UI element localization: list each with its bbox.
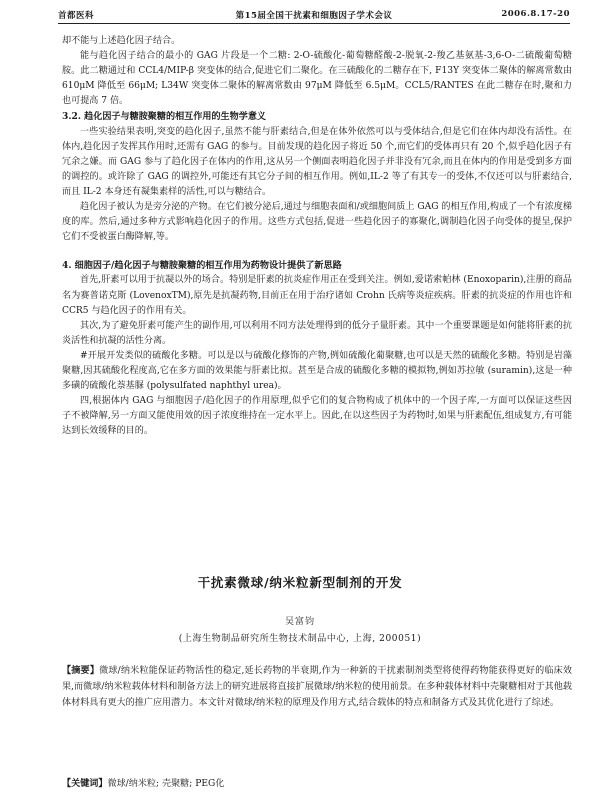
article-title: 干扰素微球/纳米粒新型制剂的开发 [197,575,403,590]
abstract-label: 【摘要】 [62,665,100,676]
paragraph-dimer: 能与趋化因子结合的最小的 GAG 片段是一个二糖: 2-O-硫酸化-葡萄糖醛酸-2-脱氧-2-羧乙基氨基-3,6-O-二硫酸葡萄糖胺。此二糖通过和 CCL4/MIP-β 突变体的结合,促进它们二聚化。在三硫酸化的二糖存在下, F13Y 突变体二聚体的解离常数由 610μM 降低至 66μM; L34W 突变体二聚体的解离常数由 97μM 降低至 6.5μM。CCL5/RANTES 在此二糖存在时,聚和力也可提高 7 倍。 [62,51,572,107]
paragraph-carryover: 却不能与上述趋化因子结合。 [62,36,181,46]
header-date: 2006.8.17-20 [501,9,570,19]
article-author: 吴富钧 [284,617,315,627]
paragraph-paracrine: 趋化因子被认为是旁分泌的产物。在它们被分泌后,通过与细胞表面和/或细胞间质上 GAG 的相互作用,构成了一个有浓度梯度的库。然后,通过多种方式影响趋化因子的作用。这些方式包括,促进一些趋化因子的寡聚化,调制趋化因子向受体的提呈,保护它们不受被蛋白酶降解,等。 [62,202,572,243]
keywords-text: 微球/纳米粒; 壳聚糖; PEG化 [107,779,225,789]
body-text [62,34,572,439]
paragraph-sulfated-polysaccharides: #开展开发类似的硫酸化多糖。可以是以与硫酸化修饰的产物,例如硫酸化葡聚糖,也可以是天然的硫酸化多糖。特别是岩藻聚糖,因其硫酸化程度高,它在多方面的效果能与肝素比拟。甚至是合成的硫酸化多糖的模拟物,例如苏拉敏 (suramin),这是一种多磺的硫酸化萘基脲 (polysulfated naphthyl urea)。 [62,350,572,392]
abstract-text: 微球/纳米粒能保证药物活性的稳定,延长药物的半衰期,作为一种新的干扰素制剂类型将使得药物能获得更好的临床效果,而微球/纳米粒载体材料和制备方法上的研究进展将直接扩展微球/纳米粒的使用前景。在多种载体材料中壳聚糖相对于其他载体材料具有更大的推广应用潜力。本文针对微球/纳米粒的原理及作用方式,结合载体的特点和制备方式及其优化进行了综述。 [62,666,572,709]
header-conference: 第15届全国干扰素和细胞因子学术会议 [235,11,393,21]
keywords-label: 【关键词】 [62,778,108,789]
paragraph-factor-pool: 四,根据体内 GAG 与细胞因子/趋化因子的作用原理,似乎它们的复合物构成了机体中的一个因子库,一方面可以保证这些因子不被降解,另一方面又能使用效的因子浓度维持在一定水平上。因此,在以这些因子为药物时,如果与肝素配伍,组成复方,有可能达到长效缓释的目的。 [62,396,572,437]
abstract-paragraph [62,663,572,712]
article-affiliation: (上海生物制品研究所生物技术制品中心, 上海, 200051) [178,634,422,644]
paragraph-low-mw-heparin: 其次,为了避免肝素可能产生的副作用,可以利用不同方法处理得到的低分子量肝素。其中一个重要课题是如何能将肝素的抗炎活性和抗凝的活性分离。 [62,320,572,346]
header-journal: 首都医科 [58,11,95,21]
running-header [58,9,570,24]
section-heading-3-2: 3.2. 趋化因子与糖胺聚糖的相互作用的生物学意义 [62,111,267,123]
section-heading-4: 4. 细胞因子/趋化因子与糖胺聚糖的相互作用为药物设计提供了新思路 [62,260,342,272]
abstract [62,663,572,712]
paragraph-in-vivo: 一些实验结果表明,突变的趋化因子,虽然不能与肝素结合,但是在体外依然可以与受体结合,但是它们在体内却没有活性。在体内,趋化因子发挥其作用时,还需有 GAG 的参与。目前发现的趋化因子将近 50 个,而它们的受体再只有 20 个,似乎趋化因子有冗余之嫌。而 GAG 参与了趋化因子在体内的作用,这从另一个侧面表明趋化因子并非没有冗余,而且在体内的作用是受到多方面的调控的。或许除了 GAG 的调控外,可能还有其它分子间的相互作用。例如,IL-2 等了有其专一的受体,不仅还可以与肝素结合,而且 IL-2 本身还有凝集素样的活性,可以与糖结合。 [62,126,572,197]
keywords [62,777,572,791]
paragraph-heparin: 首先,肝素可以用于抗凝以外的场合。特别是肝素的抗炎症作用正在受到关注。例如,爱诺索帕林 (Enoxoparin),注册的商品名为赛普诺克斯 (LovenoxTM),原先是抗凝药物,目前正在用于治疗诸如 Crohn 氏病等炎症疾病。肝素的抗炎症的作用也许和 CCR5 与趋化因子的作用有关。 [62,275,572,316]
